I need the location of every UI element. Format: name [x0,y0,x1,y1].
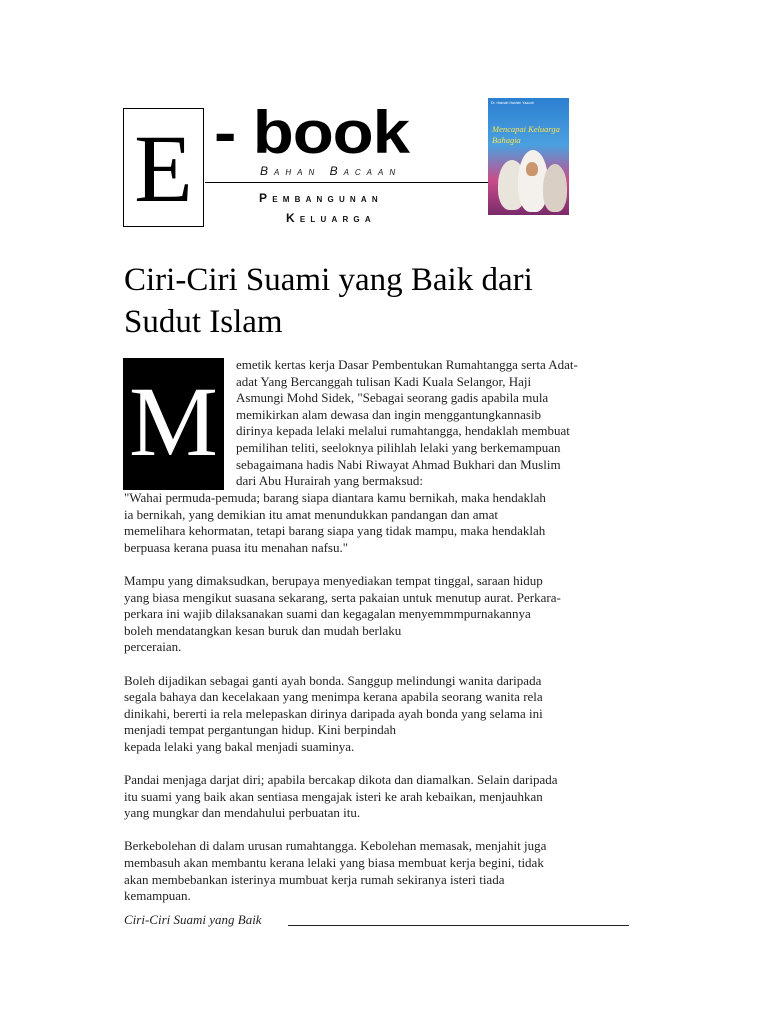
para3-line: itu suami yang baik akan sentiasa mengajak isteri ke arah kebaikan, menjauhkan [124,788,543,804]
para1-line: perceraian. [124,639,182,655]
article-body [124,490,561,905]
quote-line: ia bernikah, yang demikian itu amat menundukkan pandangan dan amat [124,506,498,522]
subtitle-bahan-bacaan: Bahan Bacaan [260,164,402,178]
para2-line: kepada lelaki yang bakal menjadi suaminya. [124,738,355,754]
para4-line: Berkebolehan di dalam urusan rumahtangga. Kebolehan memasak, menjahit juga [124,838,547,854]
intro-line: emetik kertas kerja Dasar Pembentukan Rumahtangga serta Adat- [236,357,578,372]
para2-line: segala bahaya dan kecelakaan yang menimpa kerana apabila seorang wanita rela [124,689,543,705]
cover-title: Mencapai Keluarga Bahagia [492,124,560,145]
para1-line: perkara ini wajib dilaksanakan suami dan kegagalan menyemmmpurnakannya [124,606,531,622]
cover-author: Dr. Hasnah Hashim Yaacob [491,101,534,105]
cover-face [526,162,538,176]
intro-line: memikirkan alam dewasa dan ingin menggantungkannasib [236,406,542,422]
e-letter: E [134,115,193,222]
para3-line: Pandai menjaga darjat diri; apabila bercakap dikota dan diamalkan. Selain daripada [124,772,558,788]
page-footer: Ciri-Ciri Suami yang Baik [124,912,262,927]
para4-line: akan membebankan isterinya mumbuat kerja rumah sekiranya isteri tiada [124,871,505,887]
intro-line: dirinya kepada lelaki melalui rumahtangga, hendaklah membuat [236,423,570,439]
para3-line: yang mungkar dan mendahului perbuatan itu. [124,805,361,821]
para2-line: Boleh dijadikan sebagai ganti ayah bonda. Sanggup melindungi wanita daripada [124,672,542,688]
header-rule [205,182,488,183]
subtitle-line-2: Keluarga [286,211,376,225]
intro-line: dari Abu Hurairah yang bermaksud: [236,473,424,489]
title-line-2: Sudut Islam [124,304,283,340]
footer-rule [288,925,629,926]
intro-line: adat Yang Bercanggah tulisan Kadi Kuala Selangor, Haji [236,373,532,389]
quote-line: "Wahai permuda-pemuda; barang siapa diantara kamu bernikah, maka hendaklah [124,490,546,505]
ebook-wordmark: - book [214,99,409,166]
subtitle-line-1: Pembangunan [259,191,383,205]
intro-line: Asmungi Mohd Sidek, "Sebagai seorang gadis apabila mula [236,390,549,406]
intro-line: sebagaimana hadis Nabi Riwayat Ahmad Bukhari dan Muslim [236,456,561,472]
cover-figure-right [543,164,567,212]
e-letter-box [123,108,204,227]
intro-line: pemilihan teliti, seeloknya pilihlah lelaki yang berkemampuan [236,439,561,455]
para1-line: yang biasa mengikut suasana sekarang, serta pakaian untuk menutup aurat. Perkara- [124,589,561,605]
drop-cap: M [123,358,224,490]
title-line-1: Ciri-Ciri Suami yang Baik dari [124,262,533,298]
para4-line: membasuh akan membantu kerana lelaki yang biasa membuat kerja begini, tidak [124,855,544,871]
quote-line: memelihara kehormatan, tetapi barang siapa yang tidak mampu, maka hendaklah [124,523,546,539]
article-title [124,259,664,343]
para1-line: boleh mendatangkan kesan buruk dan mudah berlaku [124,622,402,638]
quote-line: berpuasa kerana puasa itu menahan nafsu." [124,539,349,555]
subtitle-pembangunan-keluarga [259,188,383,228]
para1-line: Mampu yang dimaksudkan, berupaya menyediakan tempat tinggal, saraan hidup [124,572,543,588]
para2-line: menjadi tempat pergantungan hidup. Kini berpindah [124,722,396,738]
para4-line: kemampuan. [124,888,191,904]
intro-paragraph [236,357,578,490]
para2-line: dinikahi, bererti ia rela melepaskan dirinya daripada ayah bonda yang selama ini [124,705,543,721]
book-cover-image [488,98,569,215]
